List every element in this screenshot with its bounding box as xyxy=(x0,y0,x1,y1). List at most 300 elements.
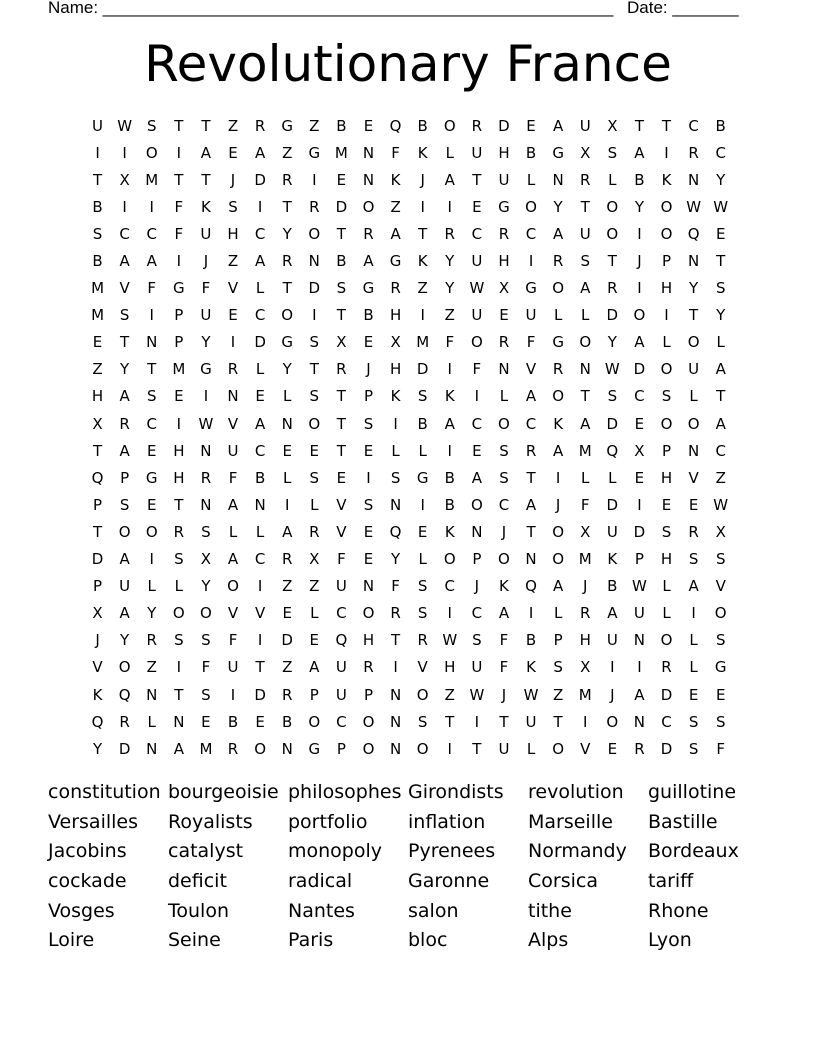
grid-letter: K xyxy=(444,522,455,541)
grid-letter: A xyxy=(363,252,374,271)
grid-letter: S xyxy=(417,577,428,596)
grid-letter: Y xyxy=(120,631,130,650)
grid-letter: D xyxy=(254,170,266,189)
grid-letter: H xyxy=(362,631,375,650)
word-list-item: Pyrenees xyxy=(408,840,496,863)
grid-letter: K xyxy=(553,414,564,433)
grid-letter: P xyxy=(336,739,346,758)
grid-letter: T xyxy=(92,170,103,189)
grid-letter: T xyxy=(418,224,428,243)
word-list-item: Jacobins xyxy=(48,840,127,863)
grid-letter: R xyxy=(200,468,212,487)
grid-letter: S xyxy=(363,414,374,433)
grid-letter: O xyxy=(118,522,131,541)
grid-letter: H xyxy=(389,306,402,325)
grid-letter: L xyxy=(255,279,265,298)
grid-letter: L xyxy=(662,604,671,623)
grid-letter: C xyxy=(444,577,455,596)
grid-letter: A xyxy=(309,658,320,677)
grid-letter: I xyxy=(393,414,398,433)
grid-letter: B xyxy=(336,116,347,135)
grid-letter: F xyxy=(499,631,509,650)
grid-letter: I xyxy=(474,387,480,406)
word-list-item: portfolio xyxy=(288,810,368,833)
grid-letter: C xyxy=(146,414,157,433)
grid-letter: A xyxy=(444,170,455,189)
grid-letter: V xyxy=(254,604,266,623)
grid-letter: H xyxy=(660,550,673,569)
grid-letter: S xyxy=(201,685,211,704)
grid-letter: Y xyxy=(282,224,292,243)
grid-letter: T xyxy=(445,712,455,731)
grid-letter: B xyxy=(92,197,103,216)
grid-letter: L xyxy=(283,387,292,406)
word-list-item: Alps xyxy=(528,929,569,952)
grid-letter: I xyxy=(664,306,669,325)
grid-letter: J xyxy=(610,685,615,704)
grid-letter: N xyxy=(633,712,646,731)
grid-letter: I xyxy=(95,143,100,162)
grid-letter: D xyxy=(118,739,131,758)
grid-letter: E xyxy=(363,333,374,352)
grid-letter: N xyxy=(389,685,402,704)
grid-letter: Z xyxy=(282,143,293,162)
grid-letter: S xyxy=(607,387,618,406)
grid-letter: E xyxy=(92,333,103,352)
grid-letter: A xyxy=(119,387,130,406)
grid-letter: R xyxy=(363,658,374,677)
grid-letter: P xyxy=(309,685,319,704)
grid-letter: O xyxy=(552,279,565,298)
grid-letter: A xyxy=(498,604,510,623)
grid-letter: X xyxy=(92,604,103,623)
grid-letter: U xyxy=(227,658,239,677)
grid-letter: P xyxy=(363,387,373,406)
grid-letter: F xyxy=(526,333,536,352)
grid-letter: V xyxy=(336,495,347,514)
grid-letter: L xyxy=(716,333,725,352)
grid-letter: O xyxy=(362,604,375,623)
grid-letter: X xyxy=(580,658,591,677)
grid-letter: M xyxy=(578,441,592,460)
word-list-item: salon xyxy=(408,899,459,922)
grid-letter: I xyxy=(447,441,452,460)
grid-letter: W xyxy=(469,685,485,704)
grid-letter: W xyxy=(442,631,458,650)
page-title: Revolutionary France xyxy=(144,35,672,93)
grid-letter: I xyxy=(257,631,263,650)
grid-letter: C xyxy=(254,550,266,569)
grid-letter: T xyxy=(607,252,617,271)
grid-letter: S xyxy=(146,116,157,135)
grid-letter: T xyxy=(634,116,644,135)
grid-letter: U xyxy=(471,306,483,325)
grid-letter: I xyxy=(176,143,182,162)
grid-letter: V xyxy=(417,658,428,677)
grid-letter: C xyxy=(146,224,157,243)
grid-letter: A xyxy=(200,143,212,162)
grid-letter: P xyxy=(174,306,184,325)
grid-letter: P xyxy=(174,333,184,352)
grid-letter: O xyxy=(362,712,375,731)
grid-letter: N xyxy=(254,495,266,514)
grid-letter: N xyxy=(471,522,483,541)
grid-letter: E xyxy=(607,739,618,758)
grid-letter: T xyxy=(120,333,130,352)
grid-letter: I xyxy=(528,252,534,271)
grid-letter: M xyxy=(334,143,348,162)
grid-letter: P xyxy=(634,550,644,569)
grid-letter: T xyxy=(174,495,184,514)
grid-letter: T xyxy=(661,116,672,135)
grid-letter: O xyxy=(118,658,131,677)
grid-letter: L xyxy=(689,658,698,677)
grid-letter: R xyxy=(281,252,293,271)
grid-letter: L xyxy=(608,468,617,487)
grid-letter: Z xyxy=(553,685,564,704)
grid-letter: C xyxy=(471,604,483,623)
grid-letter: A xyxy=(580,279,591,298)
grid-letter: U xyxy=(498,170,510,189)
word-list-item: philosophes xyxy=(288,781,402,803)
grid-letter: C xyxy=(634,387,645,406)
grid-letter: I xyxy=(312,306,317,325)
grid-letter: W xyxy=(117,116,133,135)
grid-letter: S xyxy=(472,631,482,650)
grid-letter: T xyxy=(309,360,319,379)
word-list-item: Bastille xyxy=(648,810,718,833)
grid-letter: I xyxy=(257,577,263,596)
grid-letter: O xyxy=(552,387,565,406)
grid-letter: A xyxy=(634,143,645,162)
grid-letter: A xyxy=(688,577,699,596)
grid-letter: K xyxy=(499,577,509,596)
grid-letter: O xyxy=(660,197,673,216)
grid-letter: R xyxy=(309,522,320,541)
grid-letter: T xyxy=(201,116,211,135)
grid-letter: T xyxy=(336,224,346,243)
grid-letter: S xyxy=(309,387,320,406)
grid-letter: L xyxy=(391,441,400,460)
grid-letter: E xyxy=(688,495,699,514)
grid-letter: L xyxy=(445,143,454,162)
word-list-item: catalyst xyxy=(168,840,244,863)
grid-letter: S xyxy=(201,631,211,650)
grid-letter: F xyxy=(472,360,482,379)
word-list-item: Garonne xyxy=(408,870,490,893)
grid-letter: R xyxy=(173,522,185,541)
grid-letter: N xyxy=(389,739,402,758)
grid-letter: S xyxy=(309,333,320,352)
grid-letter: C xyxy=(254,306,266,325)
grid-letter: K xyxy=(390,170,401,189)
grid-letter: S xyxy=(146,387,157,406)
grid-letter: J xyxy=(230,170,236,189)
grid-letter: E xyxy=(417,522,428,541)
grid-letter: U xyxy=(606,631,618,650)
grid-letter: T xyxy=(716,252,726,271)
grid-letter: O xyxy=(552,522,565,541)
grid-letter: Z xyxy=(309,116,320,135)
grid-letter: S xyxy=(119,495,130,514)
grid-letter: S xyxy=(499,468,509,487)
grid-letter: G xyxy=(200,360,212,379)
grid-letter: I xyxy=(474,712,480,731)
grid-letter: A xyxy=(227,550,239,569)
grid-letter: E xyxy=(174,387,184,406)
grid-letter: Y xyxy=(390,550,401,569)
word-list-item: Royalists xyxy=(168,810,253,833)
grid-letter: D xyxy=(660,685,673,704)
grid-letter: I xyxy=(230,333,236,352)
grid-letter: N xyxy=(633,631,646,650)
grid-letter: S xyxy=(417,387,428,406)
grid-letter: N xyxy=(146,739,158,758)
grid-letter: C xyxy=(336,604,347,623)
grid-letter: L xyxy=(689,387,698,406)
grid-letter: J xyxy=(366,360,371,379)
grid-letter: M xyxy=(145,170,159,189)
grid-letter: R xyxy=(498,333,510,352)
grid-letter: A xyxy=(634,685,645,704)
word-list-item: Marseille xyxy=(528,810,613,833)
grid-letter: A xyxy=(119,252,130,271)
grid-letter: O xyxy=(714,604,727,623)
grid-letter: I xyxy=(122,197,127,216)
word-list-item: Rhone xyxy=(648,899,709,922)
grid-letter: L xyxy=(174,577,183,596)
grid-letter: S xyxy=(417,604,428,623)
grid-letter: B xyxy=(363,306,374,325)
grid-letter: W xyxy=(713,197,729,216)
grid-letter: U xyxy=(200,306,212,325)
grid-letter: T xyxy=(472,170,482,189)
word-list-item: Vosges xyxy=(48,899,115,922)
grid-letter: T xyxy=(282,197,292,216)
grid-letter: E xyxy=(363,441,374,460)
grid-letter: R xyxy=(688,522,699,541)
grid-letter: G xyxy=(498,197,510,216)
grid-letter: O xyxy=(362,197,375,216)
grid-letter: Q xyxy=(91,712,104,731)
grid-letter: C xyxy=(661,712,672,731)
word-list-item: tithe xyxy=(528,899,572,922)
grid-letter: Y xyxy=(553,197,563,216)
grid-letter: L xyxy=(228,522,238,541)
grid-letter: T xyxy=(147,360,157,379)
grid-letter: I xyxy=(176,658,182,677)
grid-letter: R xyxy=(119,414,130,433)
grid-letter: D xyxy=(606,414,619,433)
grid-letter: S xyxy=(499,441,509,460)
grid-letter: I xyxy=(420,197,425,216)
grid-letter: T xyxy=(716,387,726,406)
grid-letter: O xyxy=(254,739,267,758)
grid-letter: Z xyxy=(227,116,239,135)
grid-letter: I xyxy=(555,468,561,487)
grid-letter: F xyxy=(147,279,157,298)
grid-letter: S xyxy=(174,631,184,650)
grid-letter: T xyxy=(499,712,509,731)
grid-letter: I xyxy=(637,224,642,243)
grid-letter: K xyxy=(201,197,211,216)
grid-letter: R xyxy=(444,224,455,243)
grid-letter: O xyxy=(579,333,592,352)
grid-letter: S xyxy=(661,522,672,541)
grid-letter: P xyxy=(661,252,672,271)
grid-letter: B xyxy=(444,495,455,514)
grid-letter: I xyxy=(610,658,615,677)
grid-letter: T xyxy=(526,468,536,487)
word-list-item: bloc xyxy=(408,929,448,952)
grid-letter: R xyxy=(688,143,699,162)
grid-letter: V xyxy=(119,279,130,298)
grid-letter: S xyxy=(607,143,618,162)
grid-letter: E xyxy=(472,197,482,216)
grid-letter: R xyxy=(309,197,320,216)
grid-letter: E xyxy=(363,116,374,135)
grid-letter: D xyxy=(308,279,321,298)
grid-letter: R xyxy=(498,224,510,243)
grid-letter: M xyxy=(416,333,430,352)
grid-letter: Q xyxy=(525,577,537,596)
grid-letter: L xyxy=(526,170,536,189)
grid-letter: S xyxy=(417,712,428,731)
grid-letter: I xyxy=(447,197,452,216)
grid-letter: A xyxy=(553,441,564,460)
grid-letter: X xyxy=(580,143,591,162)
grid-letter: S xyxy=(688,712,699,731)
grid-letter: T xyxy=(553,712,563,731)
grid-letter: A xyxy=(119,604,130,623)
grid-letter: N xyxy=(200,495,212,514)
grid-letter: H xyxy=(660,468,673,487)
grid-letter: Y xyxy=(716,306,726,325)
grid-letter: Q xyxy=(389,522,402,541)
grid-letter: L xyxy=(553,604,563,623)
grid-letter: S xyxy=(553,658,563,677)
grid-letter: E xyxy=(336,468,347,487)
grid-letter: R xyxy=(227,739,239,758)
grid-letter: E xyxy=(282,441,292,460)
grid-letter: L xyxy=(608,170,617,189)
grid-letter: U xyxy=(471,658,483,677)
grid-letter: U xyxy=(579,224,591,243)
grid-letter: Y xyxy=(92,739,103,758)
grid-letter: G xyxy=(525,279,537,298)
grid-letter: Z xyxy=(715,468,726,487)
grid-letter: T xyxy=(390,631,401,650)
grid-letter: L xyxy=(662,577,671,596)
grid-letter: A xyxy=(715,360,726,379)
grid-letter: P xyxy=(472,550,482,569)
word-list-item: Paris xyxy=(288,929,334,952)
word-list-item: tariff xyxy=(648,870,694,893)
grid-letter: H xyxy=(498,252,510,271)
grid-letter: D xyxy=(660,739,673,758)
grid-letter: Q xyxy=(118,685,131,704)
grid-letter: L xyxy=(553,306,563,325)
name-field-label: Name: ______________________________________________________ xyxy=(48,0,614,17)
grid-letter: X xyxy=(119,170,130,189)
grid-letter: U xyxy=(335,658,347,677)
grid-letter: K xyxy=(417,252,428,271)
grid-letter: I xyxy=(149,550,154,569)
grid-letter: E xyxy=(201,712,211,731)
grid-letter: C xyxy=(471,414,483,433)
grid-letter: P xyxy=(661,441,672,460)
grid-letter: K xyxy=(92,685,103,704)
word-list xyxy=(48,778,768,956)
grid-letter: L xyxy=(310,495,319,514)
grid-letter: U xyxy=(92,116,104,135)
grid-letter: K xyxy=(417,143,428,162)
grid-letter: O xyxy=(443,550,456,569)
grid-letter: I xyxy=(366,468,371,487)
grid-letter: N xyxy=(146,685,158,704)
grid-letter: Z xyxy=(92,360,103,379)
grid-letter: I xyxy=(420,306,425,325)
grid-letter: N xyxy=(389,712,402,731)
grid-letter: R xyxy=(390,604,401,623)
grid-letter: O xyxy=(687,333,700,352)
grid-letter: H xyxy=(173,441,185,460)
grid-letter: N xyxy=(308,252,320,271)
grid-letter: F xyxy=(499,658,509,677)
grid-letter: Y xyxy=(607,333,617,352)
word-search-grid xyxy=(84,112,734,762)
grid-letter: J xyxy=(474,577,480,596)
grid-letter: C xyxy=(471,224,483,243)
grid-letter: S xyxy=(688,739,699,758)
grid-letter: I xyxy=(528,604,534,623)
word-list-item: Normandy xyxy=(528,840,627,863)
grid-letter: L xyxy=(689,631,698,650)
grid-letter: G xyxy=(362,279,375,298)
grid-letter: B xyxy=(715,116,726,135)
grid-letter: O xyxy=(552,739,565,758)
grid-letter: O xyxy=(687,414,700,433)
grid-letter: J xyxy=(501,522,507,541)
grid-letter: F xyxy=(391,577,400,596)
word-list-item: Versailles xyxy=(48,810,138,833)
grid-letter: E xyxy=(688,685,699,704)
word-list-item: Bordeaux xyxy=(648,840,739,863)
grid-letter: B xyxy=(227,712,239,731)
grid-letter: M xyxy=(172,360,186,379)
grid-letter: I xyxy=(583,712,588,731)
grid-letter: F xyxy=(716,739,726,758)
grid-letter: O xyxy=(552,550,565,569)
grid-letter: V xyxy=(580,739,591,758)
grid-letter: T xyxy=(472,739,482,758)
grid-letter: I xyxy=(637,495,642,514)
grid-letter: C xyxy=(119,224,130,243)
word-list-item: deficit xyxy=(168,870,227,893)
grid-letter: H xyxy=(660,279,673,298)
grid-letter: N xyxy=(146,333,158,352)
grid-letter: B xyxy=(525,631,537,650)
grid-letter: J xyxy=(95,631,100,650)
grid-letter: R xyxy=(552,360,564,379)
grid-letter: S xyxy=(92,224,103,243)
grid-letter: Y xyxy=(147,604,157,623)
grid-letter: A xyxy=(525,495,537,514)
grid-letter: R xyxy=(417,631,428,650)
grid-letter: B xyxy=(336,252,347,271)
grid-letter: I xyxy=(664,143,669,162)
grid-letter: D xyxy=(606,306,619,325)
